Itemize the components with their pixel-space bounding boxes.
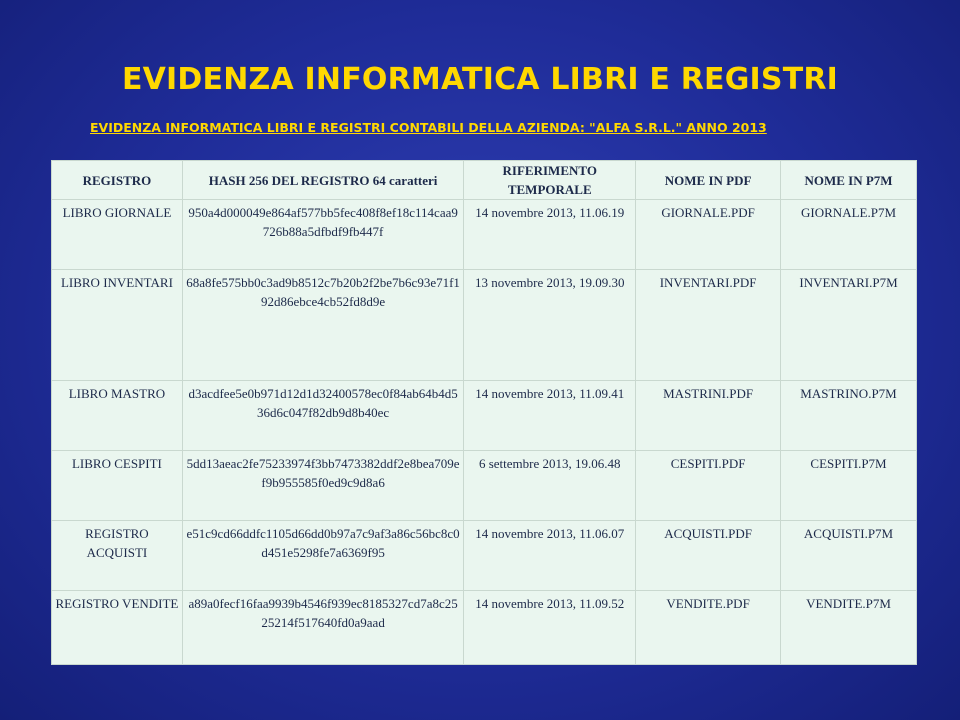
header-nome-pdf: NOME IN PDF xyxy=(636,161,781,200)
header-registro: REGISTRO xyxy=(52,161,183,200)
cell-pdf: GIORNALE.PDF xyxy=(636,200,781,270)
cell-riferimento: 14 novembre 2013, 11.09.41 xyxy=(464,381,636,451)
cell-registro: REGISTRO VENDITE xyxy=(52,591,183,665)
cell-p7m: MASTRINO.P7M xyxy=(781,381,917,451)
cell-registro: REGISTRO ACQUISTI xyxy=(52,521,183,591)
cell-p7m: GIORNALE.P7M xyxy=(781,200,917,270)
cell-pdf: MASTRINI.PDF xyxy=(636,381,781,451)
cell-registro: LIBRO INVENTARI xyxy=(52,270,183,381)
header-nome-p7m: NOME IN P7M xyxy=(781,161,917,200)
cell-riferimento: 14 novembre 2013, 11.06.19 xyxy=(464,200,636,270)
table-row xyxy=(52,521,917,591)
cell-pdf: CESPITI.PDF xyxy=(636,451,781,521)
table-row xyxy=(52,591,917,665)
header-hash: HASH 256 DEL REGISTRO 64 caratteri xyxy=(182,161,463,200)
cell-riferimento: 13 novembre 2013, 19.09.30 xyxy=(464,270,636,381)
page-title: EVIDENZA INFORMATICA LIBRI E REGISTRI xyxy=(121,62,839,97)
header-riferimento: RIFERIMENTO TEMPORALE xyxy=(464,161,636,200)
cell-riferimento: 14 novembre 2013, 11.06.07 xyxy=(464,521,636,591)
cell-registro: LIBRO CESPITI xyxy=(52,451,183,521)
cell-hash: 68a8fe575bb0c3ad9b8512c7b20b2f2be7b6c93e71f192d86ebce4cb52fd8d9e xyxy=(182,270,463,381)
table-row xyxy=(52,451,917,521)
cell-pdf: ACQUISTI.PDF xyxy=(636,521,781,591)
cell-p7m: CESPITI.P7M xyxy=(781,451,917,521)
table-row xyxy=(52,270,917,381)
cell-hash: 5dd13aeac2fe75233974f3bb7473382ddf2e8bea709ef9b955585f0ed9c9d8a6 xyxy=(182,451,463,521)
cell-p7m: VENDITE.P7M xyxy=(781,591,917,665)
cell-pdf: INVENTARI.PDF xyxy=(636,270,781,381)
table-row xyxy=(52,200,917,270)
cell-riferimento: 6 settembre 2013, 19.06.48 xyxy=(464,451,636,521)
page-subtitle: EVIDENZA INFORMATICA LIBRI E REGISTRI CONTABILI DELLA AZIENDA: "ALFA S.R.L." ANNO 2013 xyxy=(90,120,767,135)
registers-table xyxy=(51,160,917,665)
cell-hash: d3acdfee5e0b971d12d1d32400578ec0f84ab64b4d536d6c047f82db9d8b40ec xyxy=(182,381,463,451)
cell-hash: a89a0fecf16faa9939b4546f939ec8185327cd7a8c2525214f517640fd0a9aad xyxy=(182,591,463,665)
table-row xyxy=(52,381,917,451)
cell-p7m: ACQUISTI.P7M xyxy=(781,521,917,591)
cell-pdf: VENDITE.PDF xyxy=(636,591,781,665)
cell-p7m: INVENTARI.P7M xyxy=(781,270,917,381)
cell-riferimento: 14 novembre 2013, 11.09.52 xyxy=(464,591,636,665)
cell-registro: LIBRO MASTRO xyxy=(52,381,183,451)
table-header-row xyxy=(52,161,917,200)
cell-hash: e51c9cd66ddfc1105d66dd0b97a7c9af3a86c56bc8c0d451e5298fe7a6369f95 xyxy=(182,521,463,591)
cell-hash: 950a4d000049e864af577bb5fec408f8ef18c114caa9726b88a5dfbdf9fb447f xyxy=(182,200,463,270)
cell-registro: LIBRO GIORNALE xyxy=(52,200,183,270)
